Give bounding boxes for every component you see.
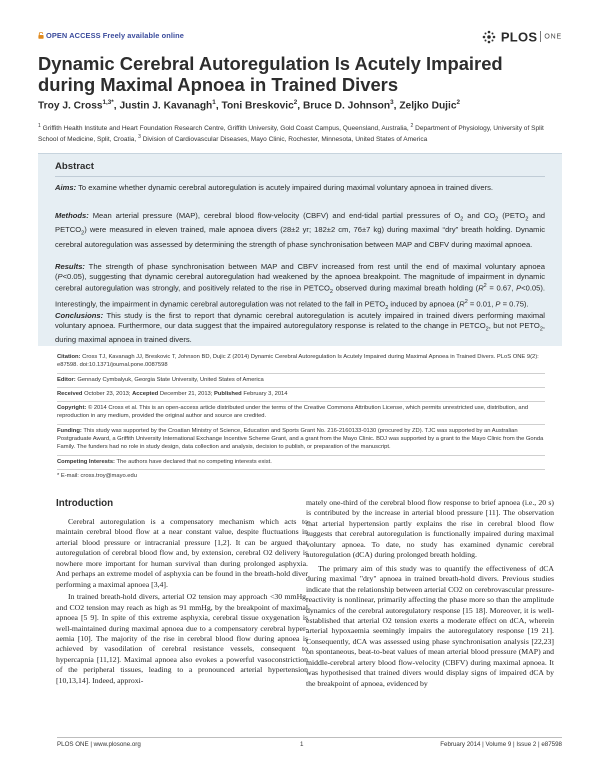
abstract-divider xyxy=(55,176,545,177)
editor-text: Gennady Cymbalyuk, Georgia State University, United States of America xyxy=(77,377,264,383)
received-date: October 23, 2013; xyxy=(84,391,131,397)
conclusions-label: Conclusions: xyxy=(55,311,104,320)
aims-label: Aims: xyxy=(55,183,77,192)
footer-page-number: 1 xyxy=(300,741,304,748)
accepted-date: December 21, 2013; xyxy=(159,391,213,397)
abstract-methods: Methods: Mean arterial pressure (MAP), cerebral blood flow-velocity (CBFV) and end-tidal partial pressures of $O_2$ and $CO_2$ ($PETO_2$ and $PETCO_2$) were measured in eleven trained, male apnoea divers (28±2 yr; 182±2 cm, 76±7 kg) during maximal “dry” breath holding. Dynamic cerebral autoregulation was assessed by determining the strength of phase synchronisation between MAP and CBFV during maximal apnoea. xyxy=(55,211,546,249)
abstract-results: Results: The strength of phase synchronisation between MAP and CBFV increased from rest until the end of maximal voluntary apnoea (P<0.05), suggesting that dynamic cerebral autoregulation had weakened by the apnoea breakpoint. The magnitude of impairment in dynamic cerebral autoregulation was strongly, and positively related to the rise in $PETCO_2$ observed during maximal breath holding ($R^2 = 0.67$, P<0.05). Interestingly, the impairment in dynamic cerebral autoregulation was not related to the fall in $PETO_2$ induced by apnoea ($R^2 = 0.01$, P = 0.75). xyxy=(55,262,546,311)
abstract-aims xyxy=(55,183,545,193)
author-affil-mark: 2 xyxy=(456,99,461,106)
intro-paragraph-3: mately one-third of the cerebral blood flow response to brief apnoea (i.e., 20 s) is contributed by the increase in arterial blood pressure [11]. The observation that arterial hypertension partly explains the rise in cerebral blood flow suggests that cerebral autoregulation is functionally impaired during maximal voluntary apnoea. To date, no study has examined dynamic cerebral autoregulation (dCA) during prolonged breath holding. xyxy=(306,498,554,560)
meta-divider xyxy=(57,469,545,470)
citation-block: Citation: Cross TJ, Kavanagh JJ, Breskovic T, Johnson BD, Dujic Z (2014) Dynamic Cerebral Autoregulation Is Acutely Impaired during Maximal Apnoea in Trained Divers. PLoS ONE 9(2): e87598. doi:10.1371/journal.pone.0087598 xyxy=(57,354,539,369)
journal-header xyxy=(38,30,562,46)
footer-issue: February 2014 | Volume 9 | Issue 2 | e87598 xyxy=(440,741,562,748)
author-affil-mark: 2 xyxy=(293,99,298,106)
footer-journal: PLOS ONE | www.plosone.org xyxy=(57,741,141,748)
plos-one-logo xyxy=(482,28,562,44)
abstract-conclusions: Conclusions: This study is the first to report that dynamic cerebral autoregulation is acutely impaired in trained divers performing maximal voluntary apnoea. Furthermore, our data suggest that the impaired autoregulatory response is related to the change in $PETCO_2$, but not $PETO_2$, during maximal apnoea in trained divers. xyxy=(55,311,545,345)
plos-logo-sub: ONE xyxy=(544,33,562,41)
author-name: Toni Breskovic xyxy=(221,100,294,112)
affiliation-2: Department of Physiology, University of Split School of Medicine, Split, Croatia, xyxy=(38,125,544,144)
open-access-text: OPEN ACCESS Freely available online xyxy=(46,31,184,40)
meta-divider xyxy=(57,455,545,456)
article-title: Dynamic Cerebral Autoregulation Is Acutely Impaired during Maximal Apnoea in Trained Divers xyxy=(38,53,503,95)
footer-divider xyxy=(57,737,562,738)
author-name: Zeljko Dujic xyxy=(399,100,457,112)
author-list: Troy J. Cross$^{1,3*}$, Justin J. Kavanagh$^1$, Toni Breskovic$^2$, Bruce D. Johnson$^3$, Zeljko Dujic$^2$ xyxy=(38,99,461,112)
corresponding-email: * E-mail: cross.troy@mayo.edu xyxy=(57,473,137,479)
introduction-heading: Introduction xyxy=(56,498,114,509)
author-name: Bruce D. Johnson xyxy=(302,100,391,112)
copyright-text: © 2014 Cross et al. This is an open-access article distributed under the terms of the Creative Commons Attribution License, which permits unrestricted use, distribution, and reproduction in any medium, provided the original author and source are credited. xyxy=(57,405,529,420)
right-column xyxy=(306,498,554,689)
author-affil-mark: 3 xyxy=(390,99,394,106)
copyright-block: Copyright: © 2014 Cross et al. This is an open-access article distributed under the terms of the Creative Commons Attribution License, which permits unrestricted use, distribution, and reproduction in any medium, provided the original author and source are credited. xyxy=(57,405,529,420)
meta-divider xyxy=(57,401,545,402)
dates-block: Received October 23, 2013; Accepted December 21, 2013; Published February 3, 2014 xyxy=(57,391,288,397)
author-affil-mark: 1 xyxy=(212,99,216,106)
abstract-box xyxy=(38,153,562,346)
plos-logo-icon xyxy=(482,30,496,44)
abstract-heading: Abstract xyxy=(55,161,94,172)
competing-interests-block: Competing Interests: The authors have declared that no competing interests exist. xyxy=(57,459,272,465)
competing-text: The authors have declared that no competing interests exist. xyxy=(116,459,272,465)
logo-divider xyxy=(540,31,541,42)
aims-text: To examine whether dynamic cerebral autoregulation is acutely impaired during maximal voluntary apnoea in trained divers. xyxy=(78,183,494,192)
author-name: Justin J. Kavanagh xyxy=(119,100,213,112)
intro-paragraph-1: Cerebral autoregulation is a compensatory mechanism which acts to maintain cerebral blood flow at a near constant value, despite fluctuations in arterial blood pressure or intracranial pressure [1,2]. It can be argued that autoregulation of cerebral blood flow and, by extension, cerebral O2 delivery is nowhere more important for human survival than during prolonged asphyxia. And perhaps an extreme model of asphyxia can be found in the breath-hold diver performing a maximal apnoea [3,4]. xyxy=(56,517,308,589)
author-name: Troy J. Cross xyxy=(38,100,103,112)
open-access-lock-icon xyxy=(38,32,44,39)
open-access-banner xyxy=(38,31,184,40)
editor-block: Editor: Gennady Cymbalyuk, Georgia State University, United States of America xyxy=(57,377,264,383)
intro-paragraph-2: In trained breath-hold divers, arterial O2 tension may approach <30 mmHg, and CO2 tension may reach as high as 91 mmHg, by the breakpoint of maximal apnoea [5 9]. In spite of this extreme asphyxia, cerebral tissue oxygenation is well-maintained during maximal apnoea due to a compensatory cerebral hyper-aemia [10]. The majority of the rise in cerebral blood flow during apnoea is achieved by vasodilation of cerebral resistance vessels, consequent to hypercapnia [11,12]. Maximal apnoea also evokes a powerful vasoconstriction of the peripheral tissues, leading to a pronounced arterial hypertension [10,13,14]. Indeed, approxi- xyxy=(56,592,308,685)
affiliation-3: Division of Cardiovascular Diseases, Mayo Clinic, Rochester, Minnesota, United States of America xyxy=(142,136,428,144)
methods-label: Methods: xyxy=(55,211,89,220)
meta-divider xyxy=(57,387,545,388)
results-label: Results: xyxy=(55,262,85,271)
published-date: February 3, 2014 xyxy=(243,391,288,397)
intro-paragraph-4: The primary aim of this study was to quantify the effectiveness of dCA during maximal "dry" apnoea in trained breath-hold divers. Previous studies indicate that the relationship between arterial CO2 on cerebrovascular pressure-reactivity is nonlinear, primarily affecting the phase more so than the amplitude dynamics of the cerebral autoregulatory response [15 18]. Moreover, it is well-established that arterial O2 tension exerts a moderate effect on dCA, wherein arterial hypoxaemia seemingly impairs the autoregulatory response [19 21]. Consequently, dCA was assessed using phase synchronisation analysis [22,23] on spontaneous, beat-to-beat values of mean arterial blood pressure (MAP) and middle-cerebral artery blood flow-velocity (CBFV) during maximal apnoea. It was hypothesised that trained divers would display signs of impaired dCA by the breakpoint of apnoea, evidenced by xyxy=(306,563,554,688)
funding-block: Funding: This study was supported by the Croatian Ministry of Science, Education and Sports Grant No. 216-2160133-0130 (procured by ZD). TJC was supported by an Australian Postgraduate Award, a Griffith University International Exchange Incentive Scheme Grant, and a grant from the Mayo Clinic. BDJ was supported by a grant to the Mayo Clinic from the Gonda Family. The funders had no role in study design, data collection and analysis, decision to publish, or preparation of the manuscript. xyxy=(57,428,544,451)
left-column xyxy=(56,498,308,686)
email-block xyxy=(57,472,545,480)
citation-text: Cross TJ, Kavanagh JJ, Breskovic T, Johnson BD, Dujic Z (2014) Dynamic Cerebral Autoregulation Is Acutely Impaired during Maximal Apnoea in Trained Divers. PLoS ONE 9(2): e87598. doi:10.1371/journal.pone.0087598 xyxy=(57,354,539,369)
author-affil-mark: 1,3* xyxy=(102,99,114,106)
funding-text: This study was supported by the Croatian Ministry of Science, Education and Sports Grant No. 216-2160133-0130 (procured by ZD). TJC was supported by an Australian Postgraduate Award, a Griffith University International Exchange Incentive Scheme Grant, and a grant from the Mayo Clinic. BDJ was supported by a grant to the Mayo Clinic from the Gonda Family. The funders had no role in study design, data collection and analysis, decision to publish, or preparation of the manuscript. xyxy=(57,428,544,451)
meta-divider xyxy=(57,424,545,425)
plos-logo-word: PLOS xyxy=(500,29,538,45)
affiliation-1: Griffith Health Institute and Heart Foundation Research Centre, Griffith University, Gold Coast Campus, Queensland, Australia, xyxy=(42,125,409,133)
meta-divider xyxy=(57,373,545,374)
affiliations: $^1$ Griffith Health Institute and Heart Foundation Research Centre, Griffith University, Gold Coast Campus, Queensland, Australia, $^2$ Department of Physiology, University of Split School of Medicine, Split, Croatia, $^3$ Division of Cardiovascular Diseases, Mayo Clinic, Rochester, Minnesota, United States of America xyxy=(38,123,544,144)
